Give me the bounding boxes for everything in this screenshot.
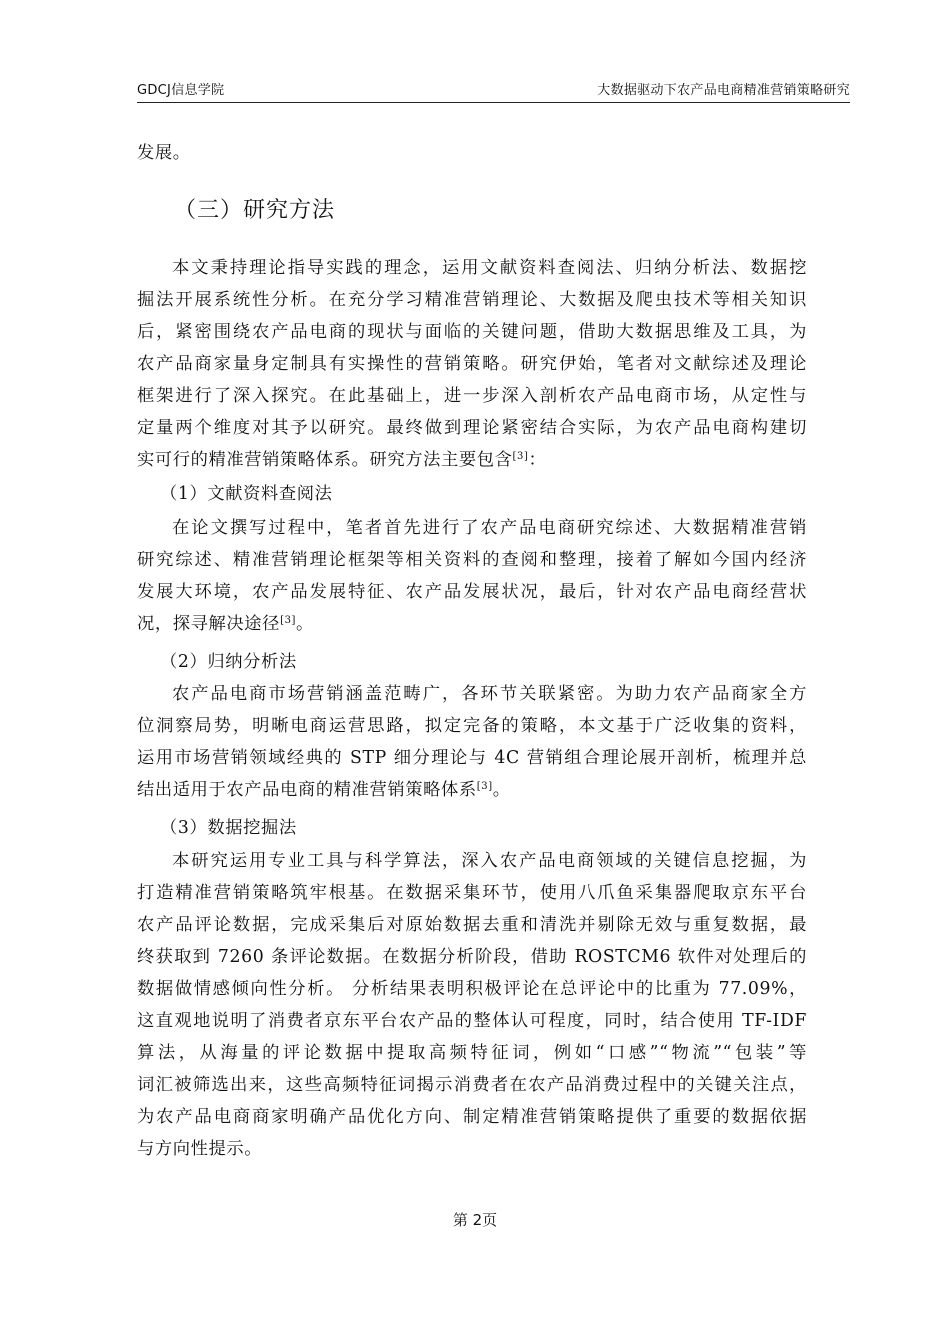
paragraph-line: 数据做情感倾向性分析。 分析结果表明积极评论在总评论中的比重为 77.09%，: [137, 979, 807, 999]
paragraph-text: 结出适用于农产品电商的精准营销策略体系: [137, 780, 477, 800]
paragraph-line: 定量两个维度对其予以研究。最终做到理论紧密结合实际，为农产品电商构建切: [137, 418, 807, 438]
paragraph-text: 实可行的精准营销策略体系。研究方法主要包含: [137, 450, 513, 470]
citation: [3]: [512, 451, 529, 462]
paragraph-line: 后，紧密围绕农产品电商的现状与面临的关键问题，借助大数据思维及工具，为: [137, 322, 807, 342]
paragraph-line: 算法，从海量的评论数据中提取高频特征词，例如“口感”“物流”“包装”等: [137, 1043, 807, 1063]
paragraph-line: 掘法开展系统性分析。在充分学习精准营销理论、大数据及爬虫技术等相关知识: [137, 290, 807, 310]
paragraph-line: 农产品评论数据，完成采集后对原始数据去重和清洗并剔除无效与重复数据，最: [137, 915, 807, 935]
paragraph-line-last: 与方向性提示。: [137, 1139, 263, 1159]
paragraph-line: 运用市场营销领域经典的 STP 细分理论与 4C 营销组合理论展开剖析，梳理并总: [137, 748, 807, 768]
paragraph-line: 打造精准营销策略筑牢根基。在数据采集环节，使用八爪鱼采集器爬取京东平台: [137, 883, 807, 903]
paragraph-line: 本研究运用专业工具与科学算法，深入农产品电商领域的关键信息挖掘，为: [172, 851, 807, 871]
citation: [3]: [476, 781, 493, 792]
paragraph-punct: ：: [528, 450, 547, 470]
paragraph-punct: 。: [296, 614, 314, 634]
header-thesis-title: 大数据驱动下农产品电商精准营销策略研究: [597, 83, 850, 98]
intro-fragment: 发展。: [137, 143, 191, 163]
page-header: [137, 76, 850, 103]
paragraph-line: 框架进行了深入探究。在此基础上，进一步深入剖析农产品电商市场，从定性与: [137, 386, 807, 406]
paragraph-line: 位洞察局势，明晰电商运营思路，拟定完备的策略，本文基于广泛收集的资料，: [137, 716, 807, 736]
page-number: 第 2页: [452, 1211, 498, 1229]
paragraph-punct: 。: [492, 780, 511, 800]
paragraph-line: 农产品电商市场营销涵盖范畴广，各环节关联紧密。为助力农产品商家全方: [172, 684, 807, 704]
paragraph-line: 这直观地说明了消费者京东平台农产品的整体认可程度，同时，结合使用 TF-IDF: [137, 1011, 807, 1031]
paragraph-line: 在论文撰写过程中，笔者首先进行了农产品电商研究综述、大数据精准营销: [172, 518, 807, 538]
paragraph-line: 终获取到 7260 条评论数据。在数据分析阶段，借助 ROSTCM6 软件对处理后的: [137, 947, 807, 967]
paragraph-text: 况，探寻解决途径: [137, 614, 281, 634]
paragraph-line: 词汇被筛选出来，这些高频特征词揭示消费者在农产品消费过程中的关键关注点，: [137, 1075, 807, 1095]
paragraph-line-last: [137, 608, 807, 640]
header-institution: GDCJ信息学院: [137, 83, 225, 98]
method-title: （1）文献资料查阅法: [160, 484, 333, 504]
method-title: （2）归纳分析法: [160, 652, 297, 672]
paragraph-line: 为农产品电商商家明确产品优化方向、制定精准营销策略提供了重要的数据依据: [137, 1107, 807, 1127]
citation: [3]: [280, 615, 297, 626]
paragraph-line: 发展大环境，农产品发展特征、农产品发展状况，最后，针对农产品电商经营状: [137, 582, 807, 602]
section-title: （三）研究方法: [174, 198, 336, 223]
paragraph-line-last: [137, 774, 807, 806]
paragraph-line: 本文秉持理论指导实践的理念，运用文献资料查阅法、归纳分析法、数据挖: [172, 258, 807, 278]
paragraph-line: 研究综述、精准营销理论框架等相关资料的查阅和整理，接着了解如今国内经济: [137, 550, 807, 570]
method-title: （3）数据挖掘法: [160, 818, 297, 838]
paragraph-line: 农产品商家量身定制具有实操性的营销策略。研究伊始，笔者对文献综述及理论: [137, 354, 807, 374]
paragraph-line-last: [137, 444, 807, 476]
